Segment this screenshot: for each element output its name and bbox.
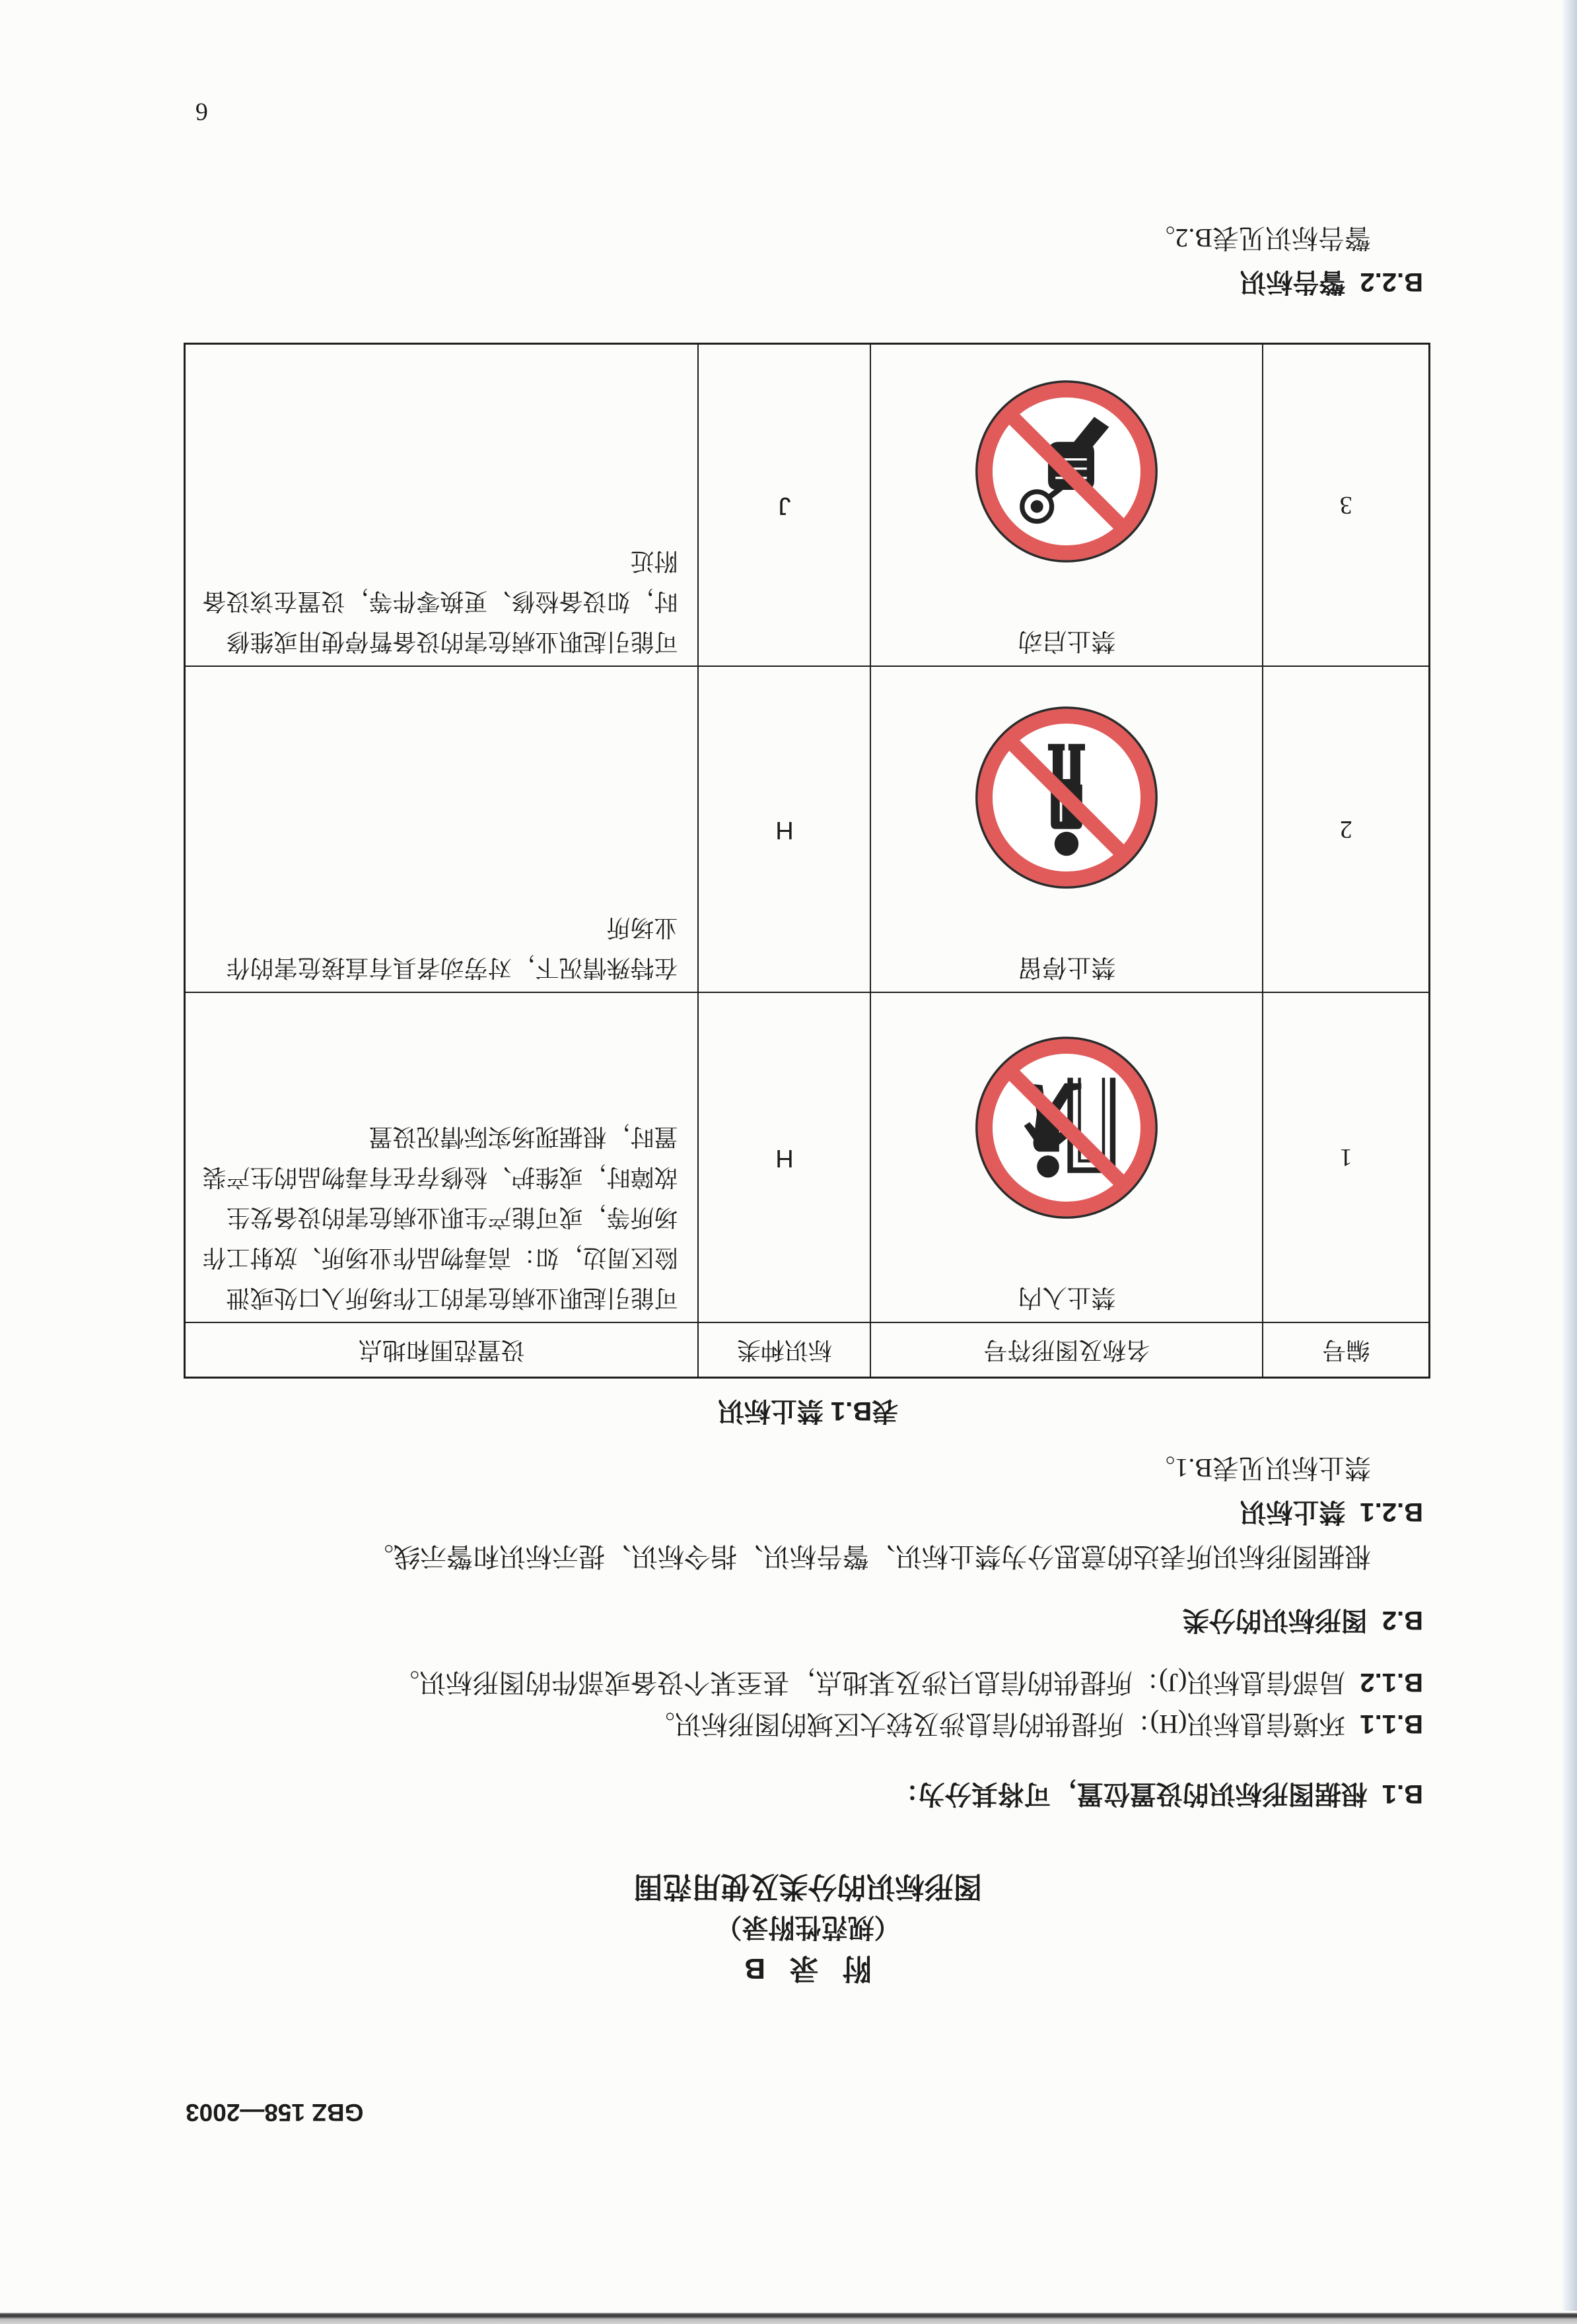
sign-kind: H: [699, 993, 871, 1323]
sign-name: 禁止入内: [1018, 1283, 1116, 1311]
clause-b2-2-paragraph: 警告标识见表B.2。: [1148, 223, 1371, 253]
sign-kind: J: [699, 344, 871, 667]
row-number: 1: [1263, 993, 1430, 1323]
scope-line: 场所等，或可能产生职业病危害的设备发生: [226, 1204, 678, 1231]
clause-text: 禁止标识: [1240, 1497, 1346, 1526]
header-name-symbol: 名称及图形符号: [871, 1323, 1263, 1378]
table-row: [185, 667, 1430, 993]
appendix-kind: （规范性附录）: [715, 1913, 901, 1942]
clause-b1: [892, 1777, 1423, 1810]
scope-line: 置时，根据现场实际情况设置: [368, 1124, 678, 1151]
table-row: [185, 344, 1430, 667]
standard-code-header: GBZ 158—2003: [186, 2099, 364, 2126]
scope-line: 故障时，或维护、检修存在有毒物品的生产装: [202, 1164, 678, 1191]
clause-b2-1: [1240, 1495, 1423, 1528]
no-entry-icon: [975, 1036, 1160, 1221]
clause-number: B.1: [1382, 1779, 1423, 1808]
clause-text: 环境信息标识(H)：所提供的信息涉及较大区域的图形标识。: [648, 1709, 1346, 1739]
clause-number: B.1.1: [1360, 1709, 1423, 1738]
header-scope: 设置范围和地点: [185, 1323, 699, 1378]
sign-cell: [871, 667, 1263, 993]
sign-scope: [185, 667, 699, 993]
row-number: 2: [1263, 667, 1430, 993]
scope-line: 可能引起职业病危害的设备暂停使用或维修: [226, 629, 678, 656]
no-starting-icon: [975, 380, 1160, 564]
sign-name: 禁止启动: [1018, 627, 1116, 655]
clause-text: 根据图形标识的设置位置，可将其分为：: [892, 1779, 1368, 1808]
clause-number: B.2.2: [1360, 267, 1423, 296]
sign-kind: H: [699, 667, 871, 993]
scope-line: 险区周边，如：高毒物品作业场所、放射工作: [202, 1245, 678, 1272]
header-kind: 标识种类: [699, 1323, 871, 1378]
scope-line: 时，如设备检修、更换零件等，设置在该设备: [202, 588, 678, 615]
scope-line: 在特殊情况下，对劳动者具有直接危害的作: [226, 955, 678, 982]
prohibition-sign-table: [186, 343, 1430, 1379]
sign-scope: [185, 993, 699, 1323]
clause-b1-2: [393, 1666, 1423, 1699]
clause-b2-2: [1240, 265, 1423, 298]
header-number: 编号: [1263, 1323, 1430, 1378]
scope-line: 附近: [630, 548, 678, 575]
clause-b2-1-paragraph: 禁止标识见表B.1。: [1148, 1453, 1371, 1483]
no-staying-icon: [975, 706, 1160, 891]
clause-text: 警告标识: [1240, 267, 1346, 296]
appendix-title: 图形标识的分类及使用范围: [633, 1870, 983, 1903]
clause-b2: [1183, 1604, 1423, 1637]
clause-number: B.2.1: [1360, 1497, 1423, 1526]
sign-cell: [871, 993, 1263, 1323]
scope-line: 业场所: [606, 914, 678, 941]
clause-text: 图形标识的分类: [1182, 1606, 1368, 1635]
table-row: [185, 993, 1430, 1323]
sign-name: 禁止停留: [1018, 953, 1116, 981]
clause-number: B.2: [1382, 1606, 1423, 1635]
table-header-row: [185, 1323, 1430, 1378]
clause-b1-1: [648, 1707, 1423, 1740]
table-caption: 表B.1 禁止标识: [717, 1396, 899, 1425]
clause-text: 局部信息标识(J)：所提供的信息只涉及某地点，甚至某个设备或部件的图形标识。: [393, 1668, 1346, 1697]
clause-b2-paragraph: 根据图形标识所表达的意思分为禁止标识、警告标识、指令标识、提示标识和警示线。: [367, 1542, 1371, 1571]
scope-line: 可能引起职业病危害的工作场所入口处或泄: [226, 1285, 678, 1312]
sign-cell: [871, 344, 1263, 667]
appendix-label: 附 录 B: [744, 1952, 872, 1985]
row-number: 3: [1263, 344, 1430, 667]
table: [184, 343, 1430, 1379]
sign-scope: [185, 344, 699, 667]
page-number: 6: [195, 98, 208, 125]
clause-number: B.1.2: [1360, 1668, 1423, 1697]
